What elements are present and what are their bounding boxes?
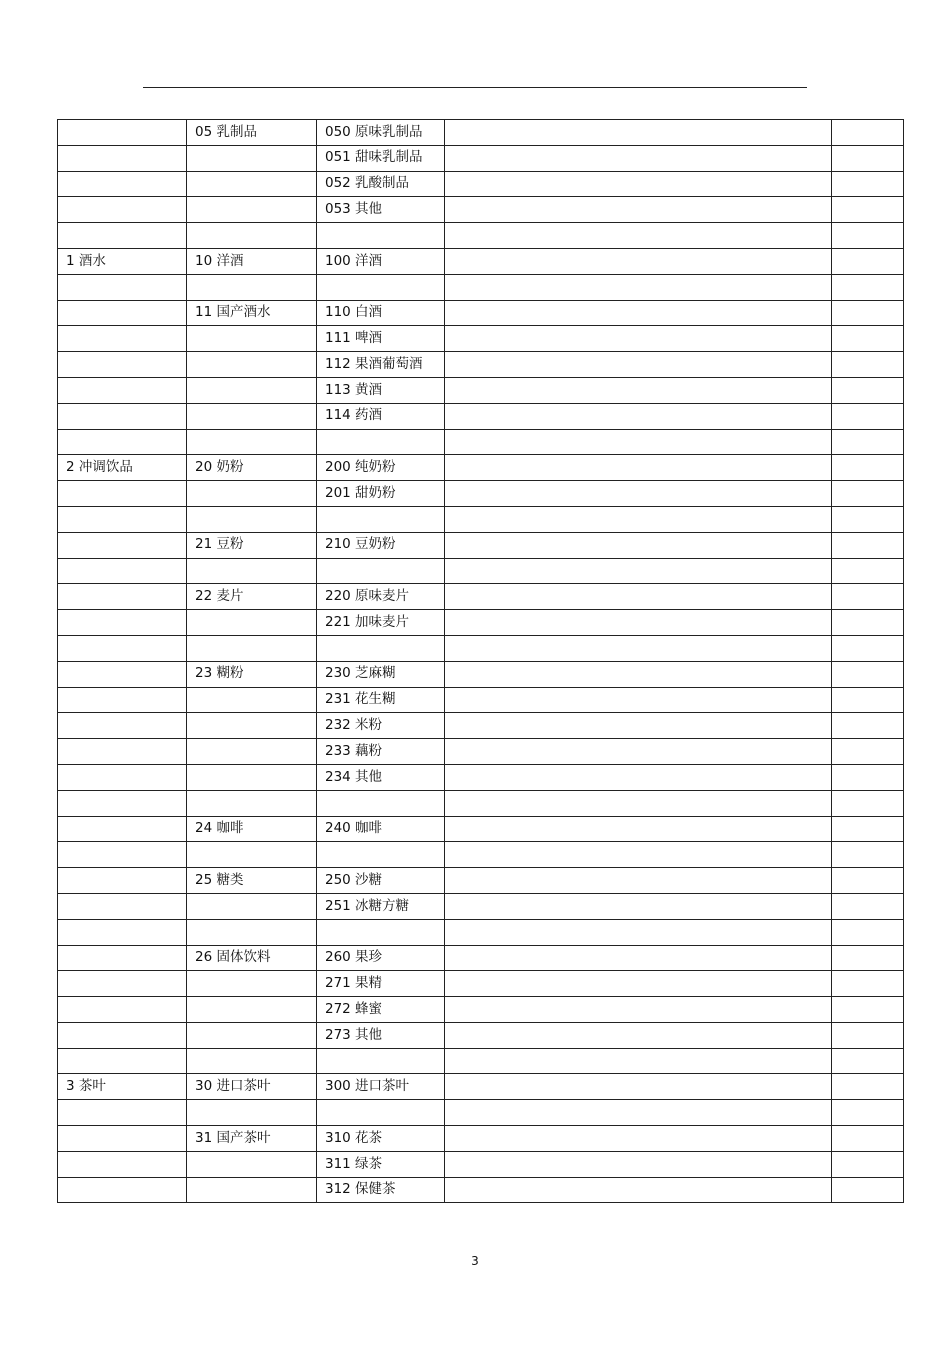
item-cell: 310 花茶 bbox=[317, 1126, 445, 1152]
remark-cell bbox=[832, 661, 904, 687]
description-cell bbox=[445, 945, 832, 971]
sub-category-cell: 30 进口茶叶 bbox=[187, 1074, 317, 1100]
major-category-cell bbox=[58, 971, 187, 997]
sub-category-cell bbox=[187, 713, 317, 739]
major-category-cell bbox=[58, 945, 187, 971]
major-category-cell bbox=[58, 1048, 187, 1074]
remark-cell bbox=[832, 971, 904, 997]
item-cell bbox=[317, 1048, 445, 1074]
sub-category-cell bbox=[187, 145, 317, 171]
item-cell: 251 冰糖方糖 bbox=[317, 893, 445, 919]
major-category-cell bbox=[58, 893, 187, 919]
description-cell bbox=[445, 661, 832, 687]
description-cell bbox=[445, 197, 832, 223]
item-cell: 260 果珍 bbox=[317, 945, 445, 971]
description-cell bbox=[445, 1022, 832, 1048]
description-cell bbox=[445, 713, 832, 739]
remark-cell bbox=[832, 610, 904, 636]
sub-category-cell bbox=[187, 790, 317, 816]
remark-cell bbox=[832, 455, 904, 481]
description-cell bbox=[445, 248, 832, 274]
item-cell bbox=[317, 1100, 445, 1126]
description-cell bbox=[445, 997, 832, 1023]
sub-category-cell: 25 糖类 bbox=[187, 868, 317, 894]
remark-cell bbox=[832, 893, 904, 919]
sub-category-cell: 11 国产酒水 bbox=[187, 300, 317, 326]
major-category-cell bbox=[58, 1151, 187, 1177]
sub-category-cell bbox=[187, 610, 317, 636]
major-category-cell bbox=[58, 635, 187, 661]
sub-category-cell bbox=[187, 997, 317, 1023]
major-category-cell bbox=[58, 1126, 187, 1152]
item-cell bbox=[317, 429, 445, 455]
remark-cell bbox=[832, 223, 904, 249]
category-table bbox=[57, 119, 904, 1203]
item-cell: 311 绿茶 bbox=[317, 1151, 445, 1177]
item-cell: 200 纯奶粉 bbox=[317, 455, 445, 481]
major-category-cell bbox=[58, 739, 187, 765]
item-cell: 210 豆奶粉 bbox=[317, 532, 445, 558]
remark-cell bbox=[832, 481, 904, 507]
remark-cell bbox=[832, 429, 904, 455]
item-cell: 240 咖啡 bbox=[317, 816, 445, 842]
sub-category-cell bbox=[187, 171, 317, 197]
description-cell bbox=[445, 584, 832, 610]
item-cell bbox=[317, 635, 445, 661]
table-row bbox=[58, 455, 904, 481]
item-cell: 053 其他 bbox=[317, 197, 445, 223]
sub-category-cell bbox=[187, 377, 317, 403]
description-cell bbox=[445, 635, 832, 661]
description-cell bbox=[445, 352, 832, 378]
table-row bbox=[58, 713, 904, 739]
remark-cell bbox=[832, 842, 904, 868]
description-cell bbox=[445, 377, 832, 403]
remark-cell bbox=[832, 1100, 904, 1126]
table-row bbox=[58, 1022, 904, 1048]
description-cell bbox=[445, 1126, 832, 1152]
description-cell bbox=[445, 842, 832, 868]
sub-category-cell bbox=[187, 1048, 317, 1074]
remark-cell bbox=[832, 352, 904, 378]
table-row bbox=[58, 120, 904, 146]
table-row bbox=[58, 1126, 904, 1152]
remark-cell bbox=[832, 197, 904, 223]
description-cell bbox=[445, 739, 832, 765]
description-cell bbox=[445, 610, 832, 636]
item-cell: 273 其他 bbox=[317, 1022, 445, 1048]
item-cell: 231 花生糊 bbox=[317, 687, 445, 713]
major-category-cell bbox=[58, 377, 187, 403]
item-cell: 110 白酒 bbox=[317, 300, 445, 326]
major-category-cell bbox=[58, 997, 187, 1023]
table-row bbox=[58, 893, 904, 919]
major-category-cell bbox=[58, 352, 187, 378]
item-cell bbox=[317, 223, 445, 249]
sub-category-cell: 26 固体饮料 bbox=[187, 945, 317, 971]
description-cell bbox=[445, 1048, 832, 1074]
description-cell bbox=[445, 532, 832, 558]
remark-cell bbox=[832, 377, 904, 403]
description-cell bbox=[445, 171, 832, 197]
major-category-cell bbox=[58, 223, 187, 249]
table-row bbox=[58, 661, 904, 687]
description-cell bbox=[445, 455, 832, 481]
remark-cell bbox=[832, 868, 904, 894]
description-cell bbox=[445, 481, 832, 507]
major-category-cell bbox=[58, 919, 187, 945]
major-category-cell bbox=[58, 842, 187, 868]
description-cell bbox=[445, 1151, 832, 1177]
table-row bbox=[58, 919, 904, 945]
table-row bbox=[58, 532, 904, 558]
description-cell bbox=[445, 764, 832, 790]
table-row bbox=[58, 1100, 904, 1126]
sub-category-cell bbox=[187, 1100, 317, 1126]
remark-cell bbox=[832, 945, 904, 971]
item-cell: 050 原味乳制品 bbox=[317, 120, 445, 146]
remark-cell bbox=[832, 1126, 904, 1152]
item-cell: 201 甜奶粉 bbox=[317, 481, 445, 507]
remark-cell bbox=[832, 120, 904, 146]
sub-category-cell: 23 糊粉 bbox=[187, 661, 317, 687]
remark-cell bbox=[832, 1151, 904, 1177]
major-category-cell bbox=[58, 610, 187, 636]
sub-category-cell bbox=[187, 352, 317, 378]
category-table-body bbox=[58, 120, 904, 1203]
description-cell bbox=[445, 816, 832, 842]
remark-cell bbox=[832, 764, 904, 790]
major-category-cell bbox=[58, 1177, 187, 1203]
sub-category-cell bbox=[187, 635, 317, 661]
remark-cell bbox=[832, 713, 904, 739]
major-category-cell bbox=[58, 713, 187, 739]
table-row bbox=[58, 584, 904, 610]
sub-category-cell bbox=[187, 687, 317, 713]
description-cell bbox=[445, 1100, 832, 1126]
major-category-cell bbox=[58, 687, 187, 713]
item-cell: 221 加味麦片 bbox=[317, 610, 445, 636]
sub-category-cell: 31 国产茶叶 bbox=[187, 1126, 317, 1152]
table-row bbox=[58, 377, 904, 403]
table-row bbox=[58, 945, 904, 971]
sub-category-cell bbox=[187, 481, 317, 507]
major-category-cell bbox=[58, 868, 187, 894]
description-cell bbox=[445, 120, 832, 146]
table-row bbox=[58, 197, 904, 223]
remark-cell bbox=[832, 739, 904, 765]
remark-cell bbox=[832, 326, 904, 352]
table-row bbox=[58, 1048, 904, 1074]
major-category-cell bbox=[58, 300, 187, 326]
sub-category-cell bbox=[187, 274, 317, 300]
item-cell bbox=[317, 790, 445, 816]
description-cell bbox=[445, 1074, 832, 1100]
sub-category-cell: 24 咖啡 bbox=[187, 816, 317, 842]
item-cell: 114 药酒 bbox=[317, 403, 445, 429]
remark-cell bbox=[832, 635, 904, 661]
item-cell: 233 藕粉 bbox=[317, 739, 445, 765]
major-category-cell bbox=[58, 532, 187, 558]
table-row bbox=[58, 145, 904, 171]
item-cell: 220 原味麦片 bbox=[317, 584, 445, 610]
description-cell bbox=[445, 790, 832, 816]
item-cell: 272 蜂蜜 bbox=[317, 997, 445, 1023]
table-row bbox=[58, 223, 904, 249]
major-category-cell bbox=[58, 481, 187, 507]
description-cell bbox=[445, 429, 832, 455]
major-category-cell bbox=[58, 661, 187, 687]
major-category-cell: 3 茶叶 bbox=[58, 1074, 187, 1100]
remark-cell bbox=[832, 171, 904, 197]
description-cell bbox=[445, 687, 832, 713]
major-category-cell bbox=[58, 1100, 187, 1126]
description-cell bbox=[445, 326, 832, 352]
item-cell: 312 保健茶 bbox=[317, 1177, 445, 1203]
major-category-cell bbox=[58, 584, 187, 610]
sub-category-cell bbox=[187, 893, 317, 919]
description-cell bbox=[445, 274, 832, 300]
description-cell bbox=[445, 558, 832, 584]
remark-cell bbox=[832, 1074, 904, 1100]
remark-cell bbox=[832, 1048, 904, 1074]
sub-category-cell: 05 乳制品 bbox=[187, 120, 317, 146]
sub-category-cell bbox=[187, 1022, 317, 1048]
item-cell: 100 洋酒 bbox=[317, 248, 445, 274]
remark-cell bbox=[832, 532, 904, 558]
description-cell bbox=[445, 868, 832, 894]
remark-cell bbox=[832, 919, 904, 945]
remark-cell bbox=[832, 790, 904, 816]
table-row bbox=[58, 610, 904, 636]
remark-cell bbox=[832, 816, 904, 842]
sub-category-cell bbox=[187, 506, 317, 532]
major-category-cell bbox=[58, 429, 187, 455]
sub-category-cell bbox=[187, 403, 317, 429]
sub-category-cell bbox=[187, 558, 317, 584]
table-row bbox=[58, 481, 904, 507]
item-cell bbox=[317, 274, 445, 300]
sub-category-cell bbox=[187, 223, 317, 249]
table-row bbox=[58, 403, 904, 429]
remark-cell bbox=[832, 997, 904, 1023]
item-cell: 271 果精 bbox=[317, 971, 445, 997]
sub-category-cell bbox=[187, 1177, 317, 1203]
sub-category-cell: 20 奶粉 bbox=[187, 455, 317, 481]
table-row bbox=[58, 635, 904, 661]
item-cell bbox=[317, 558, 445, 584]
table-row bbox=[58, 1177, 904, 1203]
table-row bbox=[58, 739, 904, 765]
item-cell: 234 其他 bbox=[317, 764, 445, 790]
major-category-cell bbox=[58, 764, 187, 790]
item-cell: 112 果酒葡萄酒 bbox=[317, 352, 445, 378]
table-row bbox=[58, 842, 904, 868]
table-row bbox=[58, 816, 904, 842]
remark-cell bbox=[832, 403, 904, 429]
description-cell bbox=[445, 223, 832, 249]
table-row bbox=[58, 558, 904, 584]
sub-category-cell bbox=[187, 842, 317, 868]
remark-cell bbox=[832, 1022, 904, 1048]
table-row bbox=[58, 429, 904, 455]
sub-category-cell bbox=[187, 197, 317, 223]
remark-cell bbox=[832, 506, 904, 532]
remark-cell bbox=[832, 558, 904, 584]
table-row bbox=[58, 352, 904, 378]
sub-category-cell bbox=[187, 919, 317, 945]
sub-category-cell bbox=[187, 971, 317, 997]
major-category-cell bbox=[58, 171, 187, 197]
table-row bbox=[58, 248, 904, 274]
description-cell bbox=[445, 145, 832, 171]
sub-category-cell bbox=[187, 1151, 317, 1177]
major-category-cell bbox=[58, 403, 187, 429]
description-cell bbox=[445, 1177, 832, 1203]
description-cell bbox=[445, 403, 832, 429]
item-cell bbox=[317, 919, 445, 945]
sub-category-cell bbox=[187, 764, 317, 790]
description-cell bbox=[445, 971, 832, 997]
remark-cell bbox=[832, 687, 904, 713]
sub-category-cell bbox=[187, 429, 317, 455]
remark-cell bbox=[832, 1177, 904, 1203]
major-category-cell bbox=[58, 558, 187, 584]
item-cell: 051 甜味乳制品 bbox=[317, 145, 445, 171]
major-category-cell bbox=[58, 326, 187, 352]
major-category-cell bbox=[58, 506, 187, 532]
sub-category-cell bbox=[187, 326, 317, 352]
major-category-cell bbox=[58, 197, 187, 223]
major-category-cell: 2 冲调饮品 bbox=[58, 455, 187, 481]
item-cell bbox=[317, 506, 445, 532]
major-category-cell bbox=[58, 145, 187, 171]
table-row bbox=[58, 997, 904, 1023]
remark-cell bbox=[832, 584, 904, 610]
header-rule bbox=[143, 87, 807, 88]
remark-cell bbox=[832, 145, 904, 171]
remark-cell bbox=[832, 300, 904, 326]
table-row bbox=[58, 300, 904, 326]
table-row bbox=[58, 868, 904, 894]
item-cell bbox=[317, 842, 445, 868]
item-cell: 111 啤酒 bbox=[317, 326, 445, 352]
sub-category-cell: 22 麦片 bbox=[187, 584, 317, 610]
item-cell: 300 进口茶叶 bbox=[317, 1074, 445, 1100]
table-row bbox=[58, 687, 904, 713]
page-number: 3 bbox=[471, 1254, 479, 1268]
table-row bbox=[58, 274, 904, 300]
major-category-cell bbox=[58, 816, 187, 842]
major-category-cell bbox=[58, 120, 187, 146]
item-cell: 113 黄酒 bbox=[317, 377, 445, 403]
remark-cell bbox=[832, 248, 904, 274]
sub-category-cell bbox=[187, 739, 317, 765]
table-row bbox=[58, 171, 904, 197]
description-cell bbox=[445, 506, 832, 532]
item-cell: 052 乳酸制品 bbox=[317, 171, 445, 197]
table-row bbox=[58, 1074, 904, 1100]
description-cell bbox=[445, 919, 832, 945]
item-cell: 230 芝麻糊 bbox=[317, 661, 445, 687]
table-row bbox=[58, 1151, 904, 1177]
sub-category-cell: 10 洋酒 bbox=[187, 248, 317, 274]
description-cell bbox=[445, 300, 832, 326]
table-row bbox=[58, 764, 904, 790]
item-cell: 232 米粉 bbox=[317, 713, 445, 739]
major-category-cell bbox=[58, 1022, 187, 1048]
description-cell bbox=[445, 893, 832, 919]
table-row bbox=[58, 971, 904, 997]
item-cell: 250 沙糖 bbox=[317, 868, 445, 894]
major-category-cell: 1 酒水 bbox=[58, 248, 187, 274]
table-row bbox=[58, 326, 904, 352]
sub-category-cell: 21 豆粉 bbox=[187, 532, 317, 558]
major-category-cell bbox=[58, 274, 187, 300]
table-row bbox=[58, 506, 904, 532]
table-row bbox=[58, 790, 904, 816]
remark-cell bbox=[832, 274, 904, 300]
major-category-cell bbox=[58, 790, 187, 816]
